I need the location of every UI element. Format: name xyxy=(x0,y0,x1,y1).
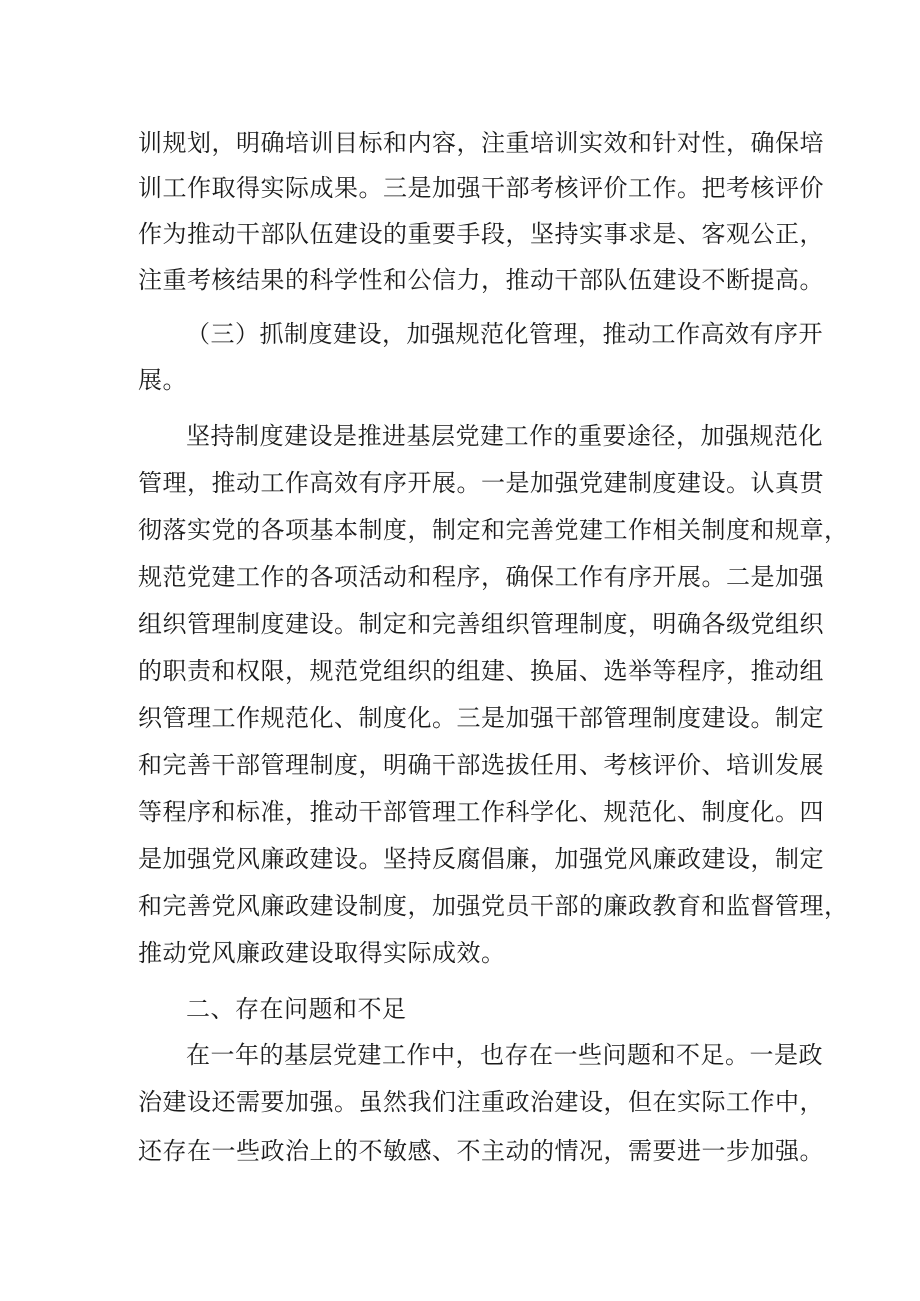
text-line-13: 织管理工作规范化、制度化。三是加强干部管理制度建设。制定 xyxy=(138,704,824,732)
text-line-12: 的职责和权限，规范党组织的组建、换届、选举等程序，推动组 xyxy=(138,657,824,685)
text-line-11: 组织管理制度建设。制定和完善组织管理制度，明确各级党组织 xyxy=(138,610,824,638)
section-heading-3-cont: 展。 xyxy=(138,366,187,394)
text-line-15: 等程序和标准，推动干部管理工作科学化、规范化、制度化。四 xyxy=(138,798,824,826)
text-line-22: 还存在一些政治上的不敏感、不主动的情况，需要进一步加强。 xyxy=(138,1137,824,1165)
section-heading-3: （三）抓制度建设，加强规范化管理，推动工作高效有序开 xyxy=(186,320,823,348)
text-line-3: 作为推动干部队伍建设的重要手段，坚持实事求是、客观公正， xyxy=(138,220,824,248)
text-line-17: 和完善党风廉政建设制度，加强党员干部的廉政教育和监督管理， xyxy=(138,892,849,920)
text-line-4: 注重考核结果的科学性和公信力，推动干部队伍建设不断提高。 xyxy=(138,266,824,294)
section-heading-2: 二、存在问题和不足 xyxy=(186,995,407,1023)
text-line-21: 治建设还需要加强。虽然我们注重政治建设，但在实际工作中， xyxy=(138,1088,824,1116)
text-line-14: 和完善干部管理制度，明确干部选拔任用、考核评价、培训发展 xyxy=(138,751,824,779)
text-line-18: 推动党风廉政建设取得实际成效。 xyxy=(138,939,506,967)
paragraph-issues-start: 在一年的基层党建工作中，也存在一些问题和不足。一是政 xyxy=(186,1041,823,1069)
text-line-9: 彻落实党的各项基本制度，制定和完善党建工作相关制度和规章， xyxy=(138,516,849,544)
text-line-2: 训工作取得实际成果。三是加强干部考核评价工作。把考核评价 xyxy=(138,174,824,202)
text-line-8: 管理，推动工作高效有序开展。一是加强党建制度建设。认真贯 xyxy=(138,469,824,497)
text-line-10: 规范党建工作的各项活动和程序，确保工作有序开展。二是加强 xyxy=(138,563,824,591)
paragraph-start: 坚持制度建设是推进基层党建工作的重要途径，加强规范化 xyxy=(186,422,823,450)
text-line-1: 训规划，明确培训目标和内容，注重培训实效和针对性，确保培 xyxy=(138,129,824,157)
text-line-16: 是加强党风廉政建设。坚持反腐倡廉，加强党风廉政建设，制定 xyxy=(138,845,824,873)
